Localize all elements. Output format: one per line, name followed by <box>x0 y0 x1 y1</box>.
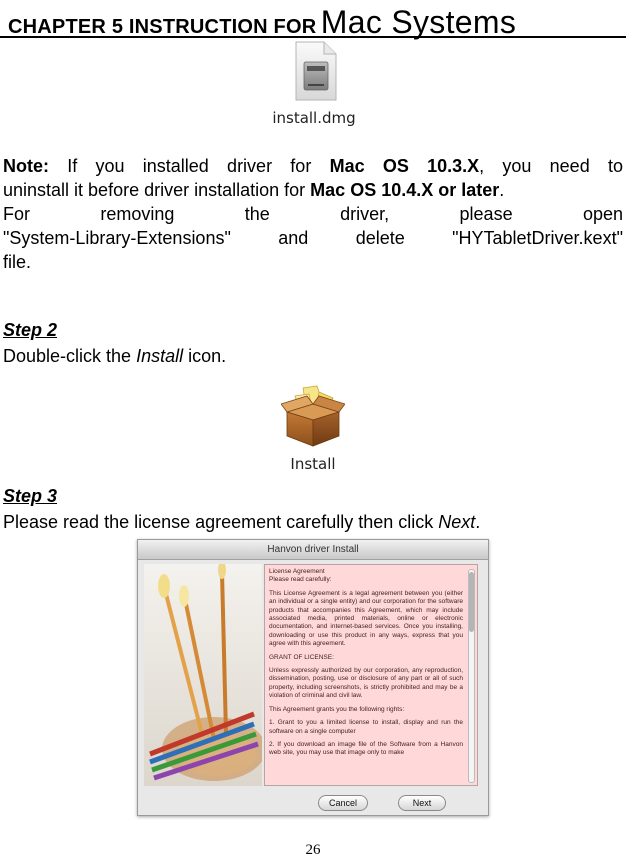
note-word: For <box>3 204 30 224</box>
disk-image-icon <box>286 40 342 102</box>
note-os-old: Mac OS 10.3.X <box>329 156 480 176</box>
license-heading: License Agreement <box>269 568 325 575</box>
dmg-icon-caption: install.dmg <box>272 109 356 127</box>
note-line-5: file. <box>3 252 32 272</box>
note-text-3: uninstall it before driver installation for <box>3 180 306 200</box>
note-word: and <box>278 228 309 248</box>
license-paragraph: Unless expressly authorized by our corporation, any reproduction, dissemination, posting, use or disclosure of any part or all of such property, including screenshots, is strictly prohibited and may be a violation of criminal and civil law. <box>269 667 463 700</box>
note-line-4 <box>3 226 623 250</box>
license-text-area[interactable] <box>264 564 478 786</box>
chapter-prefix: CHAPTER 5 INSTRUCTION FOR <box>8 16 317 38</box>
license-paragraph: 1. Grant to you a limited license to install, display and run the software on a single computer <box>269 719 463 735</box>
dialog-titlebar <box>138 540 488 560</box>
chapter-platform: Mac Systems <box>320 4 517 40</box>
license-paragraph: 2. If you download an image file of the Software from a Hanvon web site, you may use that image only to make <box>269 740 463 757</box>
note-label: Note: <box>3 156 49 176</box>
note-text-4: . <box>499 180 505 200</box>
step2-heading: Step 2 <box>3 320 58 340</box>
step3-text <box>3 510 623 534</box>
paintbrush-palette-icon <box>144 564 262 786</box>
note-word: open <box>582 204 623 224</box>
install-icon-block <box>270 384 356 473</box>
note-line-2 <box>3 178 623 202</box>
license-scrollbar-thumb[interactable] <box>469 572 474 632</box>
step2-text <box>3 344 623 368</box>
step2-text-after: icon. <box>183 346 227 366</box>
cancel-button[interactable]: Cancel <box>318 795 368 811</box>
note-paragraph <box>3 154 623 274</box>
chapter-title <box>8 4 516 41</box>
step2-text-before: Double-click the <box>3 346 137 366</box>
note-word: the <box>244 204 270 224</box>
note-word: delete <box>355 228 405 248</box>
step3-text-before: Please read the license agreement carefully then click <box>3 512 439 532</box>
install-icon-caption: Install <box>290 455 336 473</box>
step3-emphasis: Next <box>438 512 476 532</box>
dmg-icon-block <box>262 40 366 127</box>
license-paragraph: This Agreement grants you the following rights: <box>269 705 405 713</box>
chapter-header <box>0 0 626 38</box>
next-button[interactable]: Next <box>398 795 446 811</box>
license-paragraph: This License Agreement is a legal agreement between you (either an individual or a single entity) and our corporation for the software products that accompanies this Agreement, which may include associated media, printed materials, online or electronic documentation, and internet-based services. Once you installing, downloading or use this product in any ways, express that you agree with this agreement. <box>269 589 463 648</box>
license-subheading: Please read carefully: <box>269 576 332 584</box>
note-text-2: , you need to <box>479 156 623 176</box>
note-word: please <box>459 204 513 224</box>
license-scrollbar[interactable] <box>468 569 475 783</box>
note-text-1: If you installed driver for <box>67 156 312 176</box>
note-line-1 <box>3 154 623 178</box>
step3-heading: Step 3 <box>3 486 58 506</box>
license-grant-heading: GRANT OF LICENSE: <box>269 653 334 661</box>
step3-text-after: . <box>475 512 481 532</box>
installer-dialog <box>137 539 489 816</box>
note-word: "System-Library-Extensions" <box>3 228 231 248</box>
page-number: 26 <box>305 842 321 858</box>
installer-side-artwork <box>144 564 262 786</box>
note-os-new: Mac OS 10.4.X or later <box>310 180 500 200</box>
package-box-icon <box>281 384 345 448</box>
note-word: "HYTabletDriver.kext" <box>452 228 623 248</box>
step2-emphasis: Install <box>136 346 184 366</box>
dialog-title: Hanvon driver Install <box>267 544 359 555</box>
note-line-3 <box>3 202 623 226</box>
note-word: removing <box>100 204 175 224</box>
note-word: driver, <box>340 204 390 224</box>
